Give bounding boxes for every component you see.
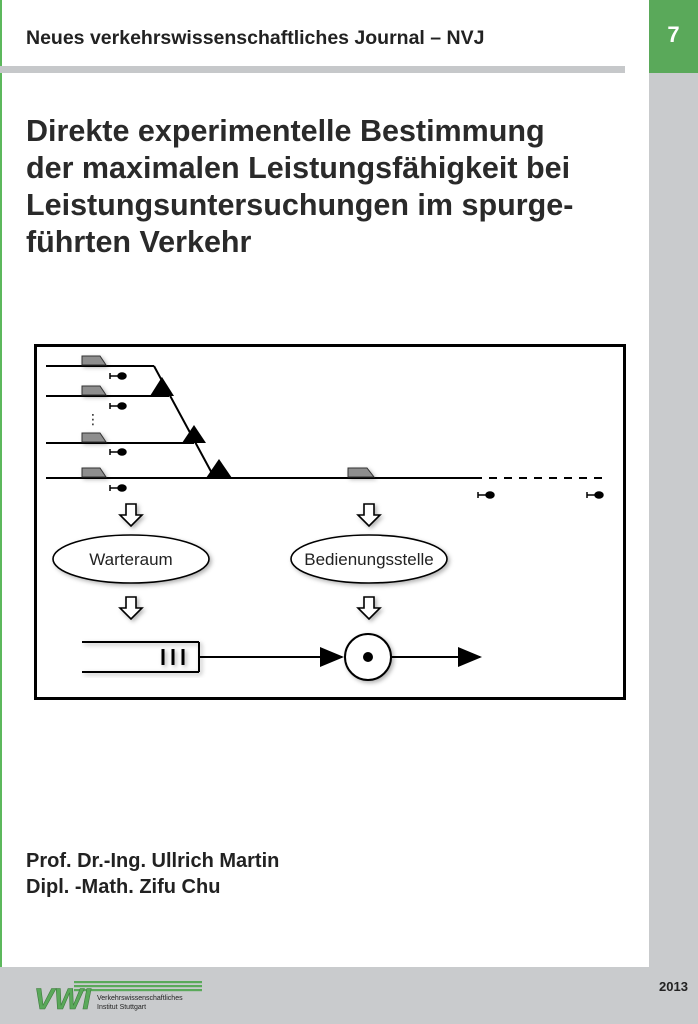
title-line: Leistungsuntersuchungen im spurge- [26, 188, 574, 222]
publication-year: 2013 [659, 979, 688, 994]
article-title [26, 113, 636, 261]
author-list [26, 848, 279, 900]
service-station-dot [363, 652, 373, 662]
author-name: Dipl. -Math. Zifu Chu [26, 876, 221, 898]
title-line: führten Verkehr [26, 225, 252, 259]
title-line: der maximalen Leistungsfähigkeit bei [26, 151, 571, 185]
logo-mark: VWI [34, 983, 91, 1014]
logo-caption [97, 995, 183, 1012]
left-green-rule [0, 0, 2, 1024]
service-point-label: Bedienungsstelle [304, 550, 434, 569]
logo-line: Institut Stuttgart [97, 1003, 147, 1011]
volume-badge [649, 0, 698, 73]
volume-number: 7 [667, 22, 680, 47]
header-divider [0, 66, 625, 73]
waiting-area-label: Warteraum [89, 550, 173, 569]
track-ellipsis: ⋮ [86, 411, 100, 427]
logo-line: Verkehrswissenschaftliches [97, 995, 183, 1002]
side-grey-band [649, 0, 698, 1024]
figure-frame [36, 346, 625, 699]
author-name: Prof. Dr.-Ing. Ullrich Martin [26, 850, 280, 872]
queue-model-figure [34, 344, 626, 700]
journal-title: Neues verkehrswissenschaftliches Journal – NVJ [26, 27, 485, 49]
title-line: Direkte experimentelle Bestimmung [26, 114, 545, 148]
